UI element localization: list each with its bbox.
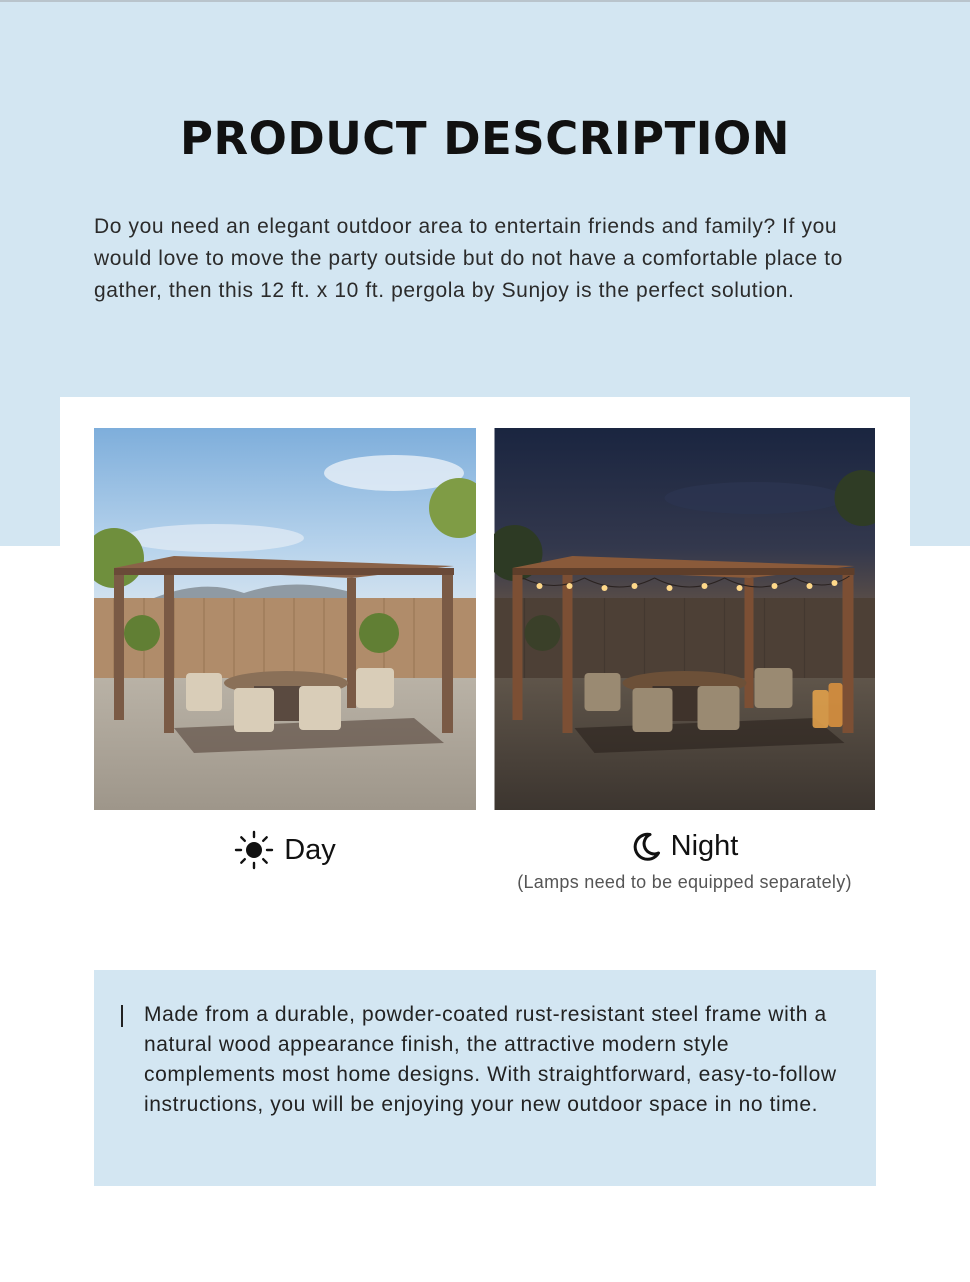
night-photo <box>494 428 875 810</box>
page-title: PRODUCT DESCRIPTION <box>180 112 790 165</box>
lamps-note: (Lamps need to be equipped separately) <box>517 872 852 892</box>
day-photo <box>94 428 476 810</box>
moon-icon <box>631 832 661 862</box>
day-caption <box>94 830 476 870</box>
night-label: Night <box>670 830 739 862</box>
sun-icon <box>234 830 274 870</box>
day-label: Day <box>284 833 336 866</box>
intro-paragraph: Do you need an elegant outdoor area to entertain friends and family? If you would love to move the party outside but do not have a comfortable place to gather, then this 12 ft. x 10 ft. pergola by Sunjoy is the perfect solution. <box>94 215 843 302</box>
night-caption <box>494 830 875 863</box>
detail-paragraph: Made from a durable, powder-coated rust-resistant steel frame with a natural wood appearance finish, the attractive modern style complements most home designs. With straightforward, easy-to-follow instructions, you will be enjoying your new outdoor space in no time. <box>144 1003 837 1116</box>
top-divider <box>0 0 970 2</box>
detail-accent-bar <box>121 1005 123 1027</box>
